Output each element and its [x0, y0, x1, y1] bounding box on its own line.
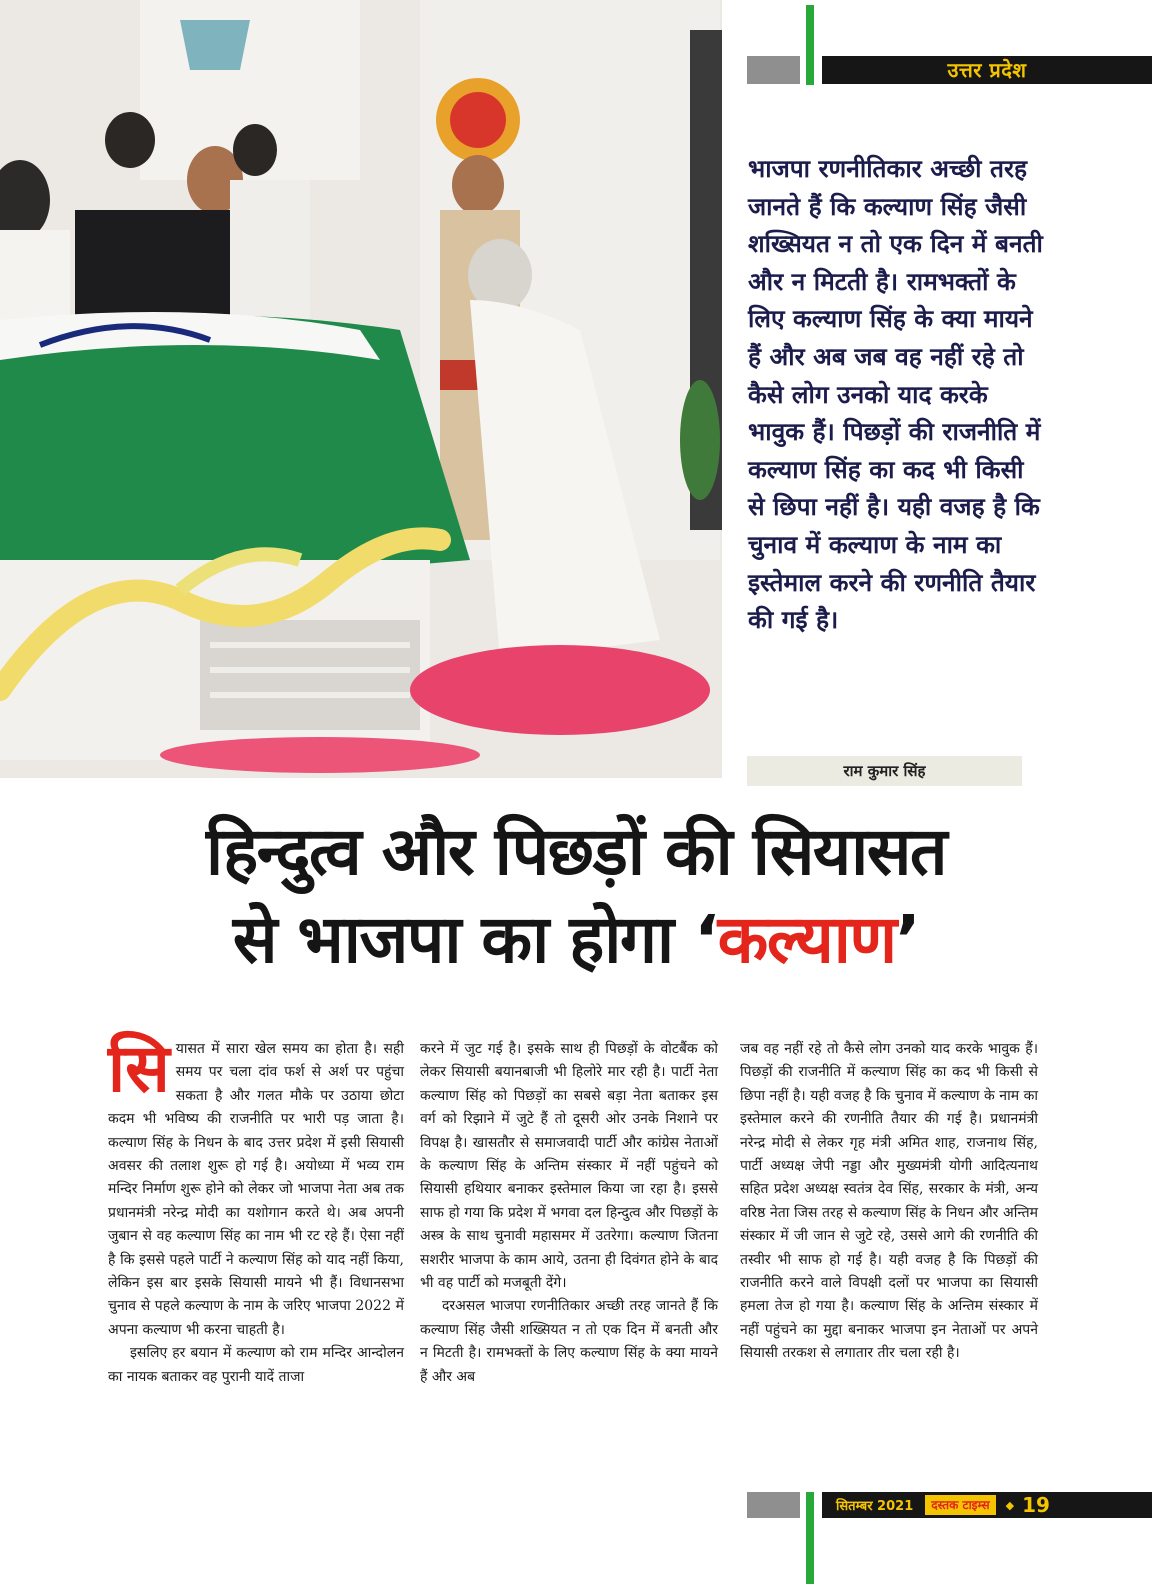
headline-line-1: हिन्दुत्व और पिछड़ों की सियासत [205, 813, 947, 890]
headline-quote-close: ’ [895, 901, 920, 978]
article-column-3 [740, 1038, 1038, 1366]
diamond-icon: ◆ [1005, 1498, 1015, 1512]
standfirst: भाजपा रणनीतिकार अच्छी तरह जानते हैं कि कल्याण सिंह जैसी शख्सियत न तो एक दिन में बनती और न मिटती है। रामभक्तों के लिए कल्याण सिंह के क्या मायने हैं और अब जब वह नहीं रहे तो कैसे लोग उनको याद करके भावुक हैं। पिछड़ों की राजनीति में कल्याण सिंह का कद भी किसी से छिपा नहीं है। यही वजह है कि चुनाव में कल्याण के नाम का इस्तेमाल करने की रणनीति तैयार की गई है। [748, 154, 1043, 635]
footer-month: सितम्बर 2021 [836, 1499, 914, 1514]
headline-line-2 [0, 896, 1152, 984]
page-footer [822, 1492, 1152, 1518]
headline-quote-open: ‘ [694, 901, 718, 978]
green-accent-bar-top [806, 5, 814, 85]
article-paragraph: जब वह नहीं रहे तो कैसे लोग उनको याद करके भावुक हैं। पिछड़ों की राजनीति में कल्याण सिंह का कद भी किसी से छिपा नहीं है। यही वजह है कि चुनाव में कल्याण के नाम का इस्तेमाल करने की रणनीति तैयार की गई है। प्रधानमंत्री नरेन्द्र मोदी से लेकर गृह मंत्री अमित शाह, राजनाथ सिंह, पार्टी अध्यक्ष जेपी नड्डा और मुख्यमंत्री योगी आदित्यनाथ सहित प्रदेश अध्यक्ष स्वतंत्र देव सिंह, सरकार के मंत्री, अन्य वरिष्ठ नेता जिस तरह से कल्याण सिंह के निधन और अन्तिम संस्कार में जी जान से जुटे रहे, उससे आगे की रणनीति की तस्वीर भी साफ हो गई है। यही वजह है कि पिछड़ों की राजनीति करने वाले विपक्षी दलों पर भाजपा का सियासी हमला तेज हो गया है। कल्याण सिंह के अन्तिम संस्कार में नहीं पहुंचने का मुद्दा बनाकर भाजपा इन नेताओं पर अपने सियासी तरकश से लगातार तीर चला रही है। [740, 1041, 1038, 1362]
lead-photo [0, 0, 722, 778]
headline [0, 808, 1152, 984]
drop-cap: सि [108, 1030, 170, 1107]
section-gray-block [747, 56, 800, 84]
byline: राम कुमार सिंह [747, 756, 1022, 786]
page-number: 19 [1022, 1493, 1050, 1517]
green-accent-bar-bottom [806, 1492, 814, 1584]
headline-line-2-text: से भाजपा का होगा [232, 901, 695, 978]
footer-gray-block [747, 1492, 800, 1518]
article-paragraph: इसलिए हर बयान में कल्याण को राम मन्दिर आन्दोलन का नायक बताकर वह पुरानी यादें ताजा [108, 1345, 404, 1385]
article-column-2 [420, 1038, 718, 1389]
lead-photo-illustration [0, 0, 722, 778]
article-column-1 [108, 1030, 404, 1389]
article-paragraph: दरअसल भाजपा रणनीतिकार अच्छी तरह जानते हैं कि कल्याण सिंह जैसी शख्सियत न तो एक दिन में बनती और न मिटती है। रामभक्तों के लिए कल्याण सिंह के क्या मायने हैं और अब [420, 1298, 718, 1385]
section-title: उत्तर प्रदेश [822, 56, 1152, 84]
article-paragraph [108, 1030, 404, 1342]
footer-brand-logo: दस्तक टाइम्स [925, 1495, 995, 1515]
article-paragraph-text: यासत में सारा खेल समय का होता है। सही समय पर चला दांव फर्श से अर्श पर पहुंचा सकता है और गलत मौके पर उठाया छोटा कदम भी भविष्य की राजनीति पर भारी पड़ जाता है। कल्याण सिंह के निधन के बाद उत्तर प्रदेश में इसी सियासी अवसर की तलाश शुरू हो गई है। अयोध्या में भव्य राम मन्दिर निर्माण शुरू होने को लेकर जो भाजपा नेता अब तक प्रधानमंत्री नरेन्द्र मोदी का यशोगान करते थे। अब अपनी जुबान से वह कल्याण सिंह का नाम भी रट रहे हैं। ऐसा नहीं है कि इससे पहले पार्टी ने कल्याण सिंह को याद नहीं किया, लेकिन इस बार इसके सियासी मायने भी हैं। विधानसभा चुनाव से पहले कल्याण के नाम के जरिए भाजपा 2022 में अपना कल्याण भी करना चाहती है। [108, 1041, 404, 1338]
headline-highlight: कल्याण [717, 901, 896, 978]
article-paragraph: करने में जुट गई है। इसके साथ ही पिछड़ों के वोटबैंक को लेकर सियासी बयानबाजी भी हिलोरे मार रही है। पार्टी नेता कल्याण सिंह को पिछड़ों का सबसे बड़ा नेता बताकर इस वर्ग को रिझाने में जुटे हैं तो दूसरी ओर उनके निशाने पर विपक्ष है। खासतौर से समाजवादी पार्टी और कांग्रेस नेताओं के कल्याण सिंह के अन्तिम संस्कार में नहीं पहुंचने को सियासी हथियार बनाकर इस्तेमाल किया जा रहा है। इससे साफ हो गया कि प्रदेश में भगवा दल हिन्दुत्व और पिछड़ों के अस्त्र के साथ चुनावी महासमर में उतरेगा। कल्याण जितना सशरीर भाजपा के काम आये, उतना ही दिवंगत होने के बाद भी वह पार्टी को मजबूती देंगे। [420, 1041, 718, 1292]
